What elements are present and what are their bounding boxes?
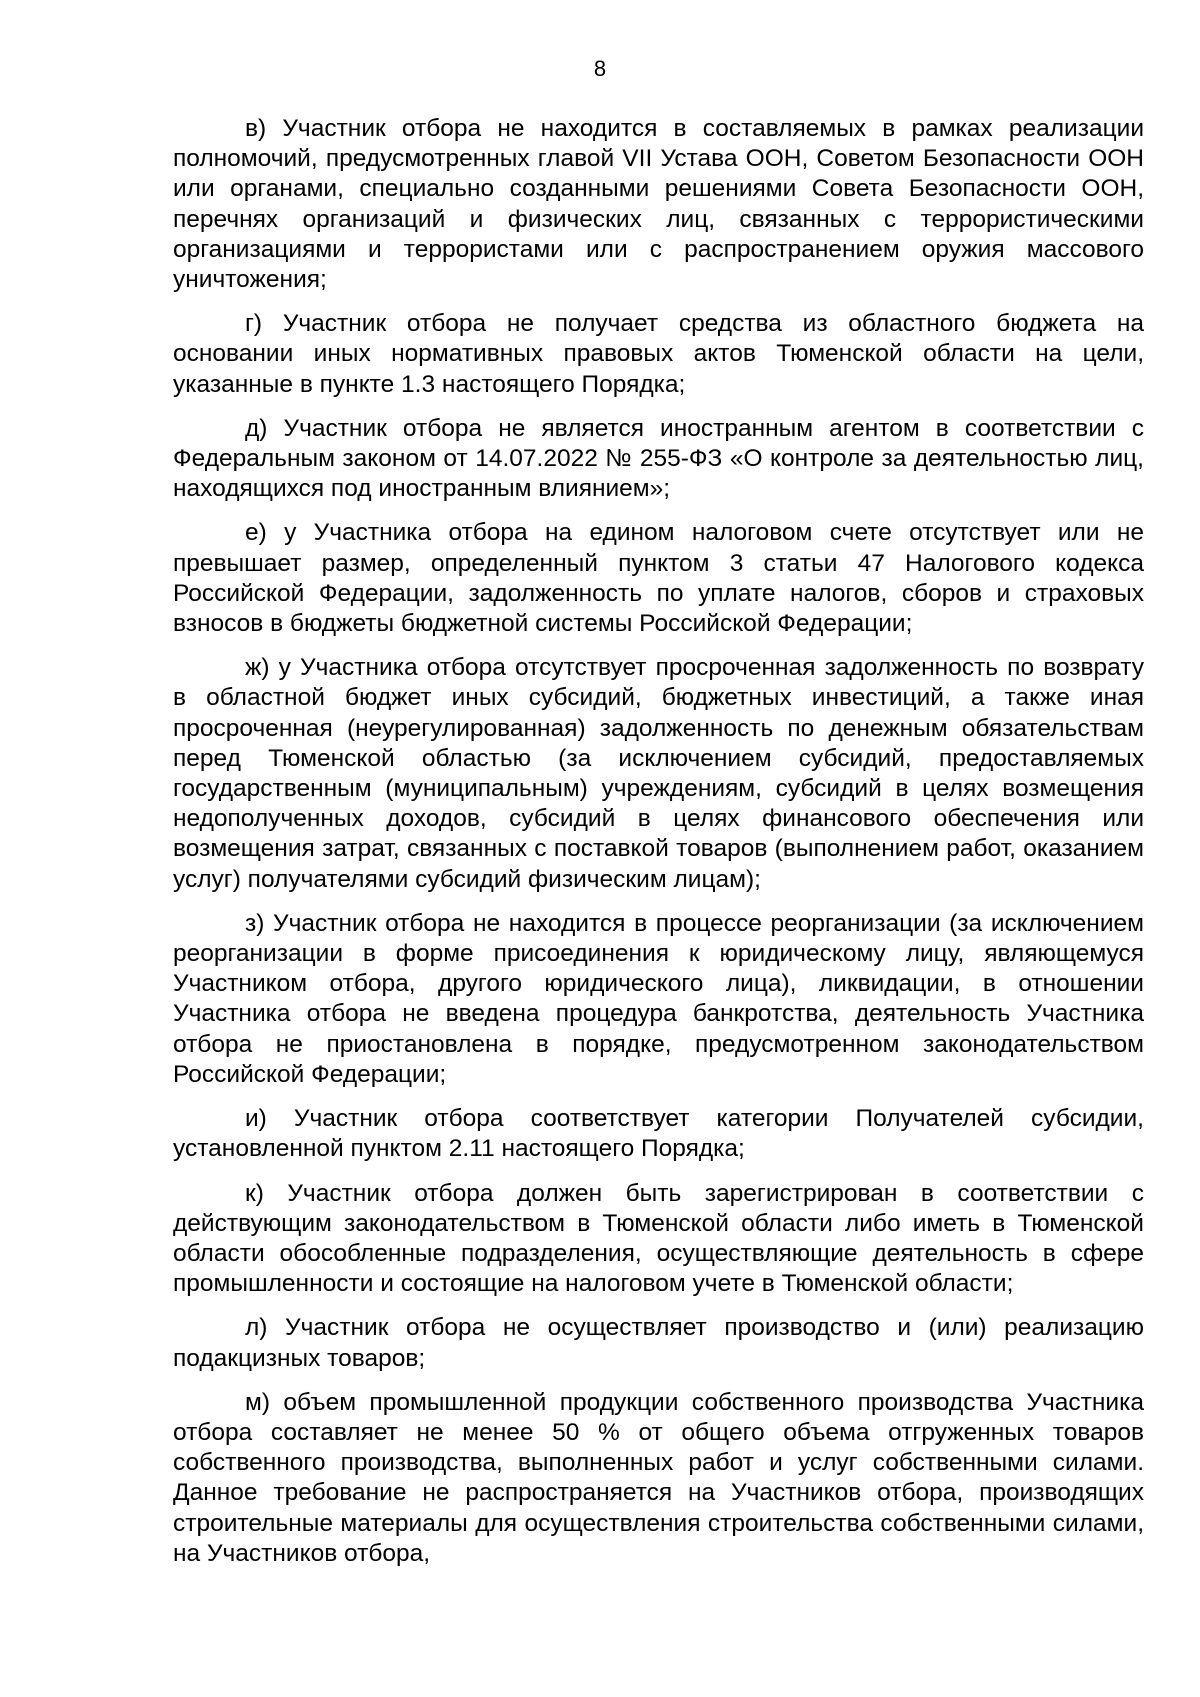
paragraph-g: г) Участник отбора не получает средства из областного бюджета на основании иных нормативных правовых актов Тюменской области на цели, указанные в пункте 1.3 настоящего Порядка; (173, 310, 1144, 398)
paragraph-z: з) Участник отбора не находится в процессе реорганизации (за исключением реорганизации в форме присоединения к юридическому лицу, являющемуся Участником отбора, другого юридического лица), ликвидации, в отношении Участника отбора не введена процедура банкротства, деятельность Участника отбора не приостановлена в порядке, предусмотренном законодательством Российской Федерации; (173, 909, 1144, 1088)
paragraph-m: м) объем промышленной продукции собственного производства Участника отбора составляет не менее 50 % от общего объема отгруженных товаров собственного производства, выполненных работ и услуг собственными силами. Данное требование не распространяется на Участников отбора, производящих строительные материалы для осуществления строительства собственными силами, на Участников отбора, (173, 1388, 1144, 1567)
paragraph-zh: ж) у Участника отбора отсутствует просроченная задолженность по возврату в областной бюджет иных субсидий, бюджетных инвестиций, а также иная просроченная (неурегулированная) задолженность по денежным обязательствам перед Тюменской областью (за исключением субсидий, предоставляемых государственным (муниципальным) учреждениям, субсидий в целях возмещения недополученных доходов, субсидий в целях финансового обеспечения или возмещения затрат, связанных с поставкой товаров (выполнением работ, оказанием услуг) получателями субсидий физическим лицам); (173, 654, 1144, 893)
paragraph-d: д) Участник отбора не является иностранным агентом в соответствии с Федеральным законом от 14.07.2022 № 255-ФЗ «О контроле за деятельностью лиц, находящихся под иностранным влиянием»; (173, 414, 1144, 503)
paragraph-e: е) у Участника отбора на едином налоговом счете отсутствует или не превышает размер, определенный пунктом 3 статьи 47 Налогового кодекса Российской Федерации, задолженность по уплате налогов, сборов и страховых взносов в бюджеты бюджетной системы Российской Федерации; (173, 519, 1144, 638)
paragraph-v: в) Участник отбора не находится в составляемых в рамках реализации полномочий, предусмотренных главой VII Устава ООН, Советом Безопасности ООН или органами, специально созданными решениями Совета Безопасности ООН, перечнях организаций и физических лиц, связанных с террористическими организациями и террористами или с распространением оружия массового уничтожения; (173, 115, 1144, 294)
paragraph-l: л) Участник отбора не осуществляет производство и (или) реализацию подакцизных товаров; (173, 1314, 1144, 1372)
paragraph-i: и) Участник отбора соответствует категории Получателей субсидии, установленной пунктом 2.11 настоящего Порядка; (173, 1105, 1144, 1163)
paragraph-k: к) Участник отбора должен быть зарегистрирован в соответствии с действующим законодательством в Тюменской области либо иметь в Тюменской области обособленные подразделения, осуществляющие деятельность в сфере промышленности и состоящие на налоговом учете в Тюменской области; (173, 1179, 1144, 1298)
document-body (173, 114, 1144, 1569)
page-number: 8 (593, 56, 607, 81)
